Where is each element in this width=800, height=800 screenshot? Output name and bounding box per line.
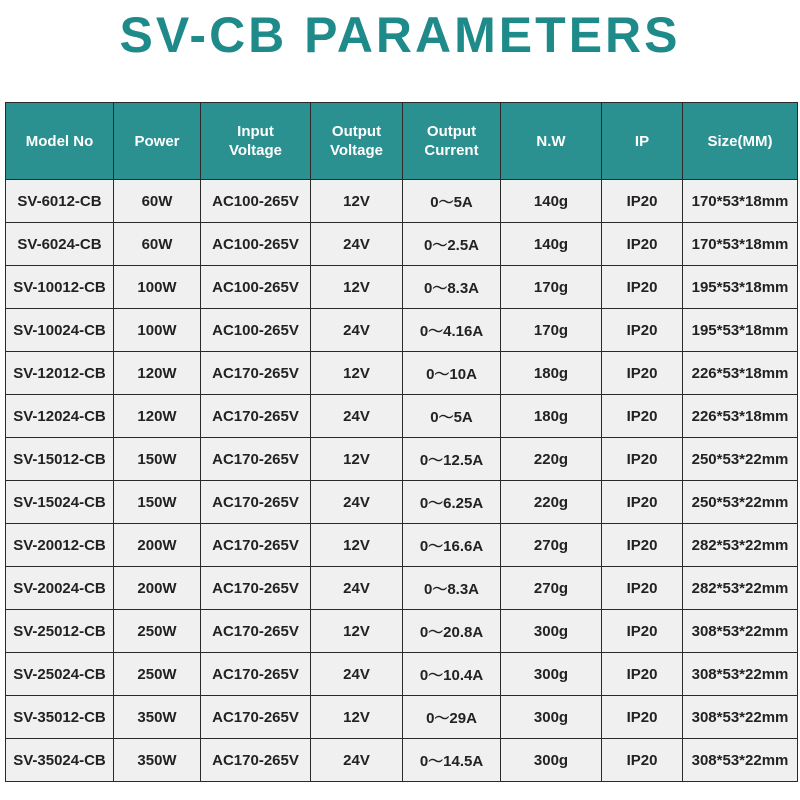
cell-input-voltage: AC170-265V [201, 438, 311, 481]
cell-model-no: SV-20024-CB [6, 567, 114, 610]
header-size: Size(MM) [683, 103, 798, 180]
table-header-row [6, 103, 798, 180]
cell-output-voltage: 24V [311, 739, 403, 782]
cell-output-voltage: 12V [311, 696, 403, 739]
cell-net-weight: 300g [501, 653, 602, 696]
cell-net-weight: 220g [501, 438, 602, 481]
cell-output-current: 0～12.5A [403, 438, 501, 481]
cell-power: 60W [114, 180, 201, 223]
cell-power: 200W [114, 524, 201, 567]
cell-output-voltage: 24V [311, 567, 403, 610]
cell-net-weight: 140g [501, 180, 602, 223]
cell-size: 308*53*22mm [683, 739, 798, 782]
cell-power: 250W [114, 610, 201, 653]
cell-ip-rating: IP20 [602, 653, 683, 696]
cell-net-weight: 300g [501, 610, 602, 653]
table-row [6, 696, 798, 739]
cell-output-voltage: 24V [311, 653, 403, 696]
cell-ip-rating: IP20 [602, 739, 683, 782]
cell-input-voltage: AC170-265V [201, 395, 311, 438]
cell-net-weight: 300g [501, 696, 602, 739]
cell-size: 195*53*18mm [683, 266, 798, 309]
table-row [6, 653, 798, 696]
cell-input-voltage: AC170-265V [201, 696, 311, 739]
cell-output-voltage: 12V [311, 266, 403, 309]
cell-ip-rating: IP20 [602, 223, 683, 266]
table-row [6, 610, 798, 653]
header-ip-rating: IP [602, 103, 683, 180]
cell-output-current: 0～10.4A [403, 653, 501, 696]
cell-power: 350W [114, 696, 201, 739]
cell-model-no: SV-6024-CB [6, 223, 114, 266]
cell-size: 308*53*22mm [683, 696, 798, 739]
cell-ip-rating: IP20 [602, 266, 683, 309]
table-row [6, 223, 798, 266]
cell-power: 150W [114, 438, 201, 481]
cell-net-weight: 170g [501, 266, 602, 309]
cell-model-no: SV-15012-CB [6, 438, 114, 481]
cell-power: 350W [114, 739, 201, 782]
cell-model-no: SV-10024-CB [6, 309, 114, 352]
cell-ip-rating: IP20 [602, 696, 683, 739]
table-row [6, 352, 798, 395]
cell-size: 308*53*22mm [683, 610, 798, 653]
cell-output-current: 0～16.6A [403, 524, 501, 567]
header-net-weight: N.W [501, 103, 602, 180]
page-title: SV-CB PARAMETERS [119, 7, 681, 63]
cell-output-current: 0～4.16A [403, 309, 501, 352]
cell-net-weight: 300g [501, 739, 602, 782]
cell-power: 200W [114, 567, 201, 610]
cell-output-voltage: 24V [311, 395, 403, 438]
cell-net-weight: 170g [501, 309, 602, 352]
table-row [6, 524, 798, 567]
table-row [6, 309, 798, 352]
cell-model-no: SV-20012-CB [6, 524, 114, 567]
cell-size: 226*53*18mm [683, 395, 798, 438]
table-row [6, 395, 798, 438]
cell-power: 250W [114, 653, 201, 696]
cell-model-no: SV-12012-CB [6, 352, 114, 395]
table-row [6, 266, 798, 309]
parameters-table [5, 102, 798, 782]
cell-net-weight: 270g [501, 567, 602, 610]
cell-output-current: 0～10A [403, 352, 501, 395]
cell-output-current: 0～14.5A [403, 739, 501, 782]
cell-model-no: SV-15024-CB [6, 481, 114, 524]
cell-power: 60W [114, 223, 201, 266]
cell-model-no: SV-25024-CB [6, 653, 114, 696]
cell-ip-rating: IP20 [602, 438, 683, 481]
cell-output-current: 0～20.8A [403, 610, 501, 653]
cell-input-voltage: AC100-265V [201, 266, 311, 309]
cell-size: 282*53*22mm [683, 567, 798, 610]
cell-output-voltage: 12V [311, 524, 403, 567]
cell-size: 170*53*18mm [683, 223, 798, 266]
cell-power: 120W [114, 352, 201, 395]
cell-output-voltage: 24V [311, 481, 403, 524]
cell-model-no: SV-12024-CB [6, 395, 114, 438]
cell-power: 100W [114, 309, 201, 352]
cell-input-voltage: AC170-265V [201, 739, 311, 782]
cell-output-current: 0～5A [403, 180, 501, 223]
cell-net-weight: 270g [501, 524, 602, 567]
cell-size: 170*53*18mm [683, 180, 798, 223]
cell-ip-rating: IP20 [602, 481, 683, 524]
header-output-current: Output Current [403, 103, 501, 180]
cell-model-no: SV-35012-CB [6, 696, 114, 739]
cell-output-voltage: 24V [311, 309, 403, 352]
cell-output-current: 0～29A [403, 696, 501, 739]
cell-output-voltage: 12V [311, 610, 403, 653]
cell-net-weight: 220g [501, 481, 602, 524]
header-model-no: Model No [6, 103, 114, 180]
cell-output-current: 0～6.25A [403, 481, 501, 524]
cell-size: 250*53*22mm [683, 438, 798, 481]
cell-input-voltage: AC100-265V [201, 309, 311, 352]
table-row [6, 438, 798, 481]
cell-ip-rating: IP20 [602, 395, 683, 438]
cell-ip-rating: IP20 [602, 567, 683, 610]
cell-model-no: SV-25012-CB [6, 610, 114, 653]
cell-ip-rating: IP20 [602, 180, 683, 223]
header-input-voltage: Input Voltage [201, 103, 311, 180]
table-row [6, 180, 798, 223]
cell-output-current: 0～8.3A [403, 266, 501, 309]
cell-input-voltage: AC100-265V [201, 180, 311, 223]
cell-power: 150W [114, 481, 201, 524]
cell-input-voltage: AC170-265V [201, 524, 311, 567]
cell-net-weight: 180g [501, 395, 602, 438]
cell-ip-rating: IP20 [602, 352, 683, 395]
cell-power: 100W [114, 266, 201, 309]
cell-size: 282*53*22mm [683, 524, 798, 567]
cell-model-no: SV-6012-CB [6, 180, 114, 223]
cell-input-voltage: AC170-265V [201, 610, 311, 653]
cell-input-voltage: AC170-265V [201, 481, 311, 524]
cell-size: 308*53*22mm [683, 653, 798, 696]
cell-net-weight: 140g [501, 223, 602, 266]
cell-output-voltage: 12V [311, 438, 403, 481]
cell-input-voltage: AC170-265V [201, 653, 311, 696]
table-row [6, 567, 798, 610]
cell-ip-rating: IP20 [602, 309, 683, 352]
cell-size: 195*53*18mm [683, 309, 798, 352]
cell-model-no: SV-35024-CB [6, 739, 114, 782]
table-row [6, 481, 798, 524]
cell-input-voltage: AC170-265V [201, 567, 311, 610]
cell-size: 250*53*22mm [683, 481, 798, 524]
cell-output-current: 0～8.3A [403, 567, 501, 610]
cell-output-voltage: 24V [311, 223, 403, 266]
cell-size: 226*53*18mm [683, 352, 798, 395]
cell-input-voltage: AC100-265V [201, 223, 311, 266]
cell-output-current: 0～5A [403, 395, 501, 438]
header-output-voltage: Output Voltage [311, 103, 403, 180]
cell-output-current: 0～2.5A [403, 223, 501, 266]
header-power: Power [114, 103, 201, 180]
cell-output-voltage: 12V [311, 352, 403, 395]
cell-output-voltage: 12V [311, 180, 403, 223]
cell-power: 120W [114, 395, 201, 438]
cell-net-weight: 180g [501, 352, 602, 395]
table-row [6, 739, 798, 782]
cell-model-no: SV-10012-CB [6, 266, 114, 309]
cell-ip-rating: IP20 [602, 610, 683, 653]
cell-ip-rating: IP20 [602, 524, 683, 567]
cell-input-voltage: AC170-265V [201, 352, 311, 395]
